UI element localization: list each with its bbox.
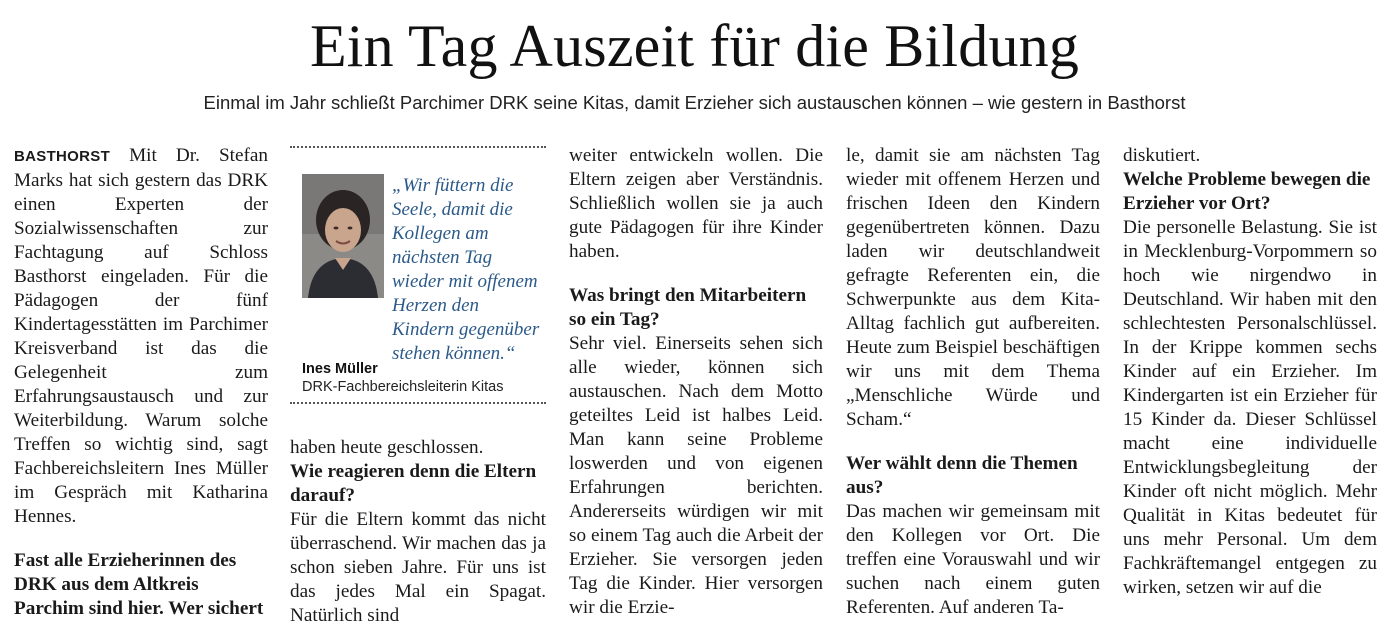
article-subheadline: Einmal im Jahr schließt Parchimer DRK seine Kitas, damit Erzieher sich austauschen können – wie gestern in Basthorst [203, 92, 1186, 113]
paragraph: haben heute geschlossen. [290, 437, 484, 458]
pull-quote-box [290, 146, 546, 404]
article-column-4 [846, 144, 1100, 627]
quote-author-role: DRK-Fachbereichsleiterin Kitas [302, 379, 504, 395]
paragraph: weiter entwickeln wollen. Die Eltern zeigen aber Verständnis. Schließlich wollen sie ja auch gute Pädagogen für ihre Kinder haben. [569, 145, 823, 262]
article-column-3 [569, 144, 823, 627]
intro-paragraph [14, 144, 268, 529]
article-column-2 [290, 436, 546, 627]
paragraph: diskutiert. [1123, 145, 1201, 166]
interview-question: Welche Probleme bewegen die Erzieher vor Ort? [1123, 169, 1371, 214]
article-headline: Ein Tag Auszeit für die Bildung [309, 13, 1080, 79]
portrait-photo [302, 174, 384, 298]
article-column-5 [1123, 144, 1377, 627]
interview-question: Wie reagieren denn die Eltern darauf? [290, 461, 537, 506]
article-column-1 [14, 144, 268, 627]
paragraph: Die personelle Belastung. Sie ist in Mecklenburg-Vorpommern so hoch wie nirgendwo in Deutschland. Wir haben mit den schlechtesten Personalschlüssel. In der Krippe kommen sechs Kinder auf ein Erzieher. Im Kindergarten ist ein Erzieher für 15 Kinder da. Dieser Schlüssel macht eine individuelle Entwicklungsbegleitung der Kinder oft nicht möglich. Mehr Qualität in Kitas bedeutet für uns mehr Personal. Um dem Fachkräftemangel entgegen zu wirken, setzen wir auf die [1123, 217, 1377, 598]
paragraph: Sehr viel. Einerseits sehen sich alle wieder, können sich austauschen. Nach dem Motto geteiltes Leid ist halbes Leid. Man kann seine Probleme loswerden und von eigenen Erfahrungen berichten. Andererseits würdigen wir mit so einem Tag auch die Arbeit der Erzieher. Sie versorgen jeden Tag die Kinder. Hier versorgen wir die Erzie- [569, 333, 823, 618]
quote-author-name: Ines Müller [302, 361, 378, 377]
interview-question: Fast alle Erzieherinnen des DRK aus dem Altkreis Parchim sind hier. Wer sichert [14, 550, 264, 619]
paragraph: Für die Eltern kommt das nicht überraschend. Wir machen das ja schon sieben Jahre. Für uns ist das jedes Mal ein Spagat. Natürlich sind [290, 509, 546, 626]
interview-question: Wer wählt denn die Themen aus? [846, 453, 1078, 498]
interview-question: Was bringt den Mitarbeitern so ein Tag? [569, 285, 807, 330]
dateline: BASTHORST [14, 148, 111, 165]
paragraph: Das machen wir gemeinsam mit den Kollegen vor Ort. Die treffen eine Vorauswahl und wir suchen nach einem guten Referenten. Auf anderen Ta- [846, 501, 1100, 618]
intro-text: Mit Dr. Stefan Marks hat sich gestern das DRK einen Experten der Sozialwissenschaften zur Fachtagung auf Schloss Basthorst eingeladen. Für die Pädagogen der fünf Kindertagesstätten im Parchimer Kreisverband ist das die Gelegenheit zum Erfahrungsaustausch und zur Weiterbildung. Warum solche Treffen so wichtig sind, sagt Fachbereichsleitern Ines Müller im Gespräch mit Katharina Hennes. [14, 145, 268, 527]
paragraph: le, damit sie am nächsten Tag wieder mit offenem Herzen und frischen Ideen den Kindern gegenübertreten können. Dazu laden wir deutschlandweit gefragte Referenten ein, die Schwerpunkte aus dem Kita-Alltag fachlich gut aufbereiten. Heute zum Beispiel beschäftigen wir uns mit dem Thema „Menschliche Würde und Scham.“ [846, 145, 1100, 430]
pull-quote-text: „Wir füttern die Seele, damit die Kollegen am nächsten Tag wieder mit offenem Herzen den Kindern gegenüber stehen können.“ [392, 175, 540, 364]
